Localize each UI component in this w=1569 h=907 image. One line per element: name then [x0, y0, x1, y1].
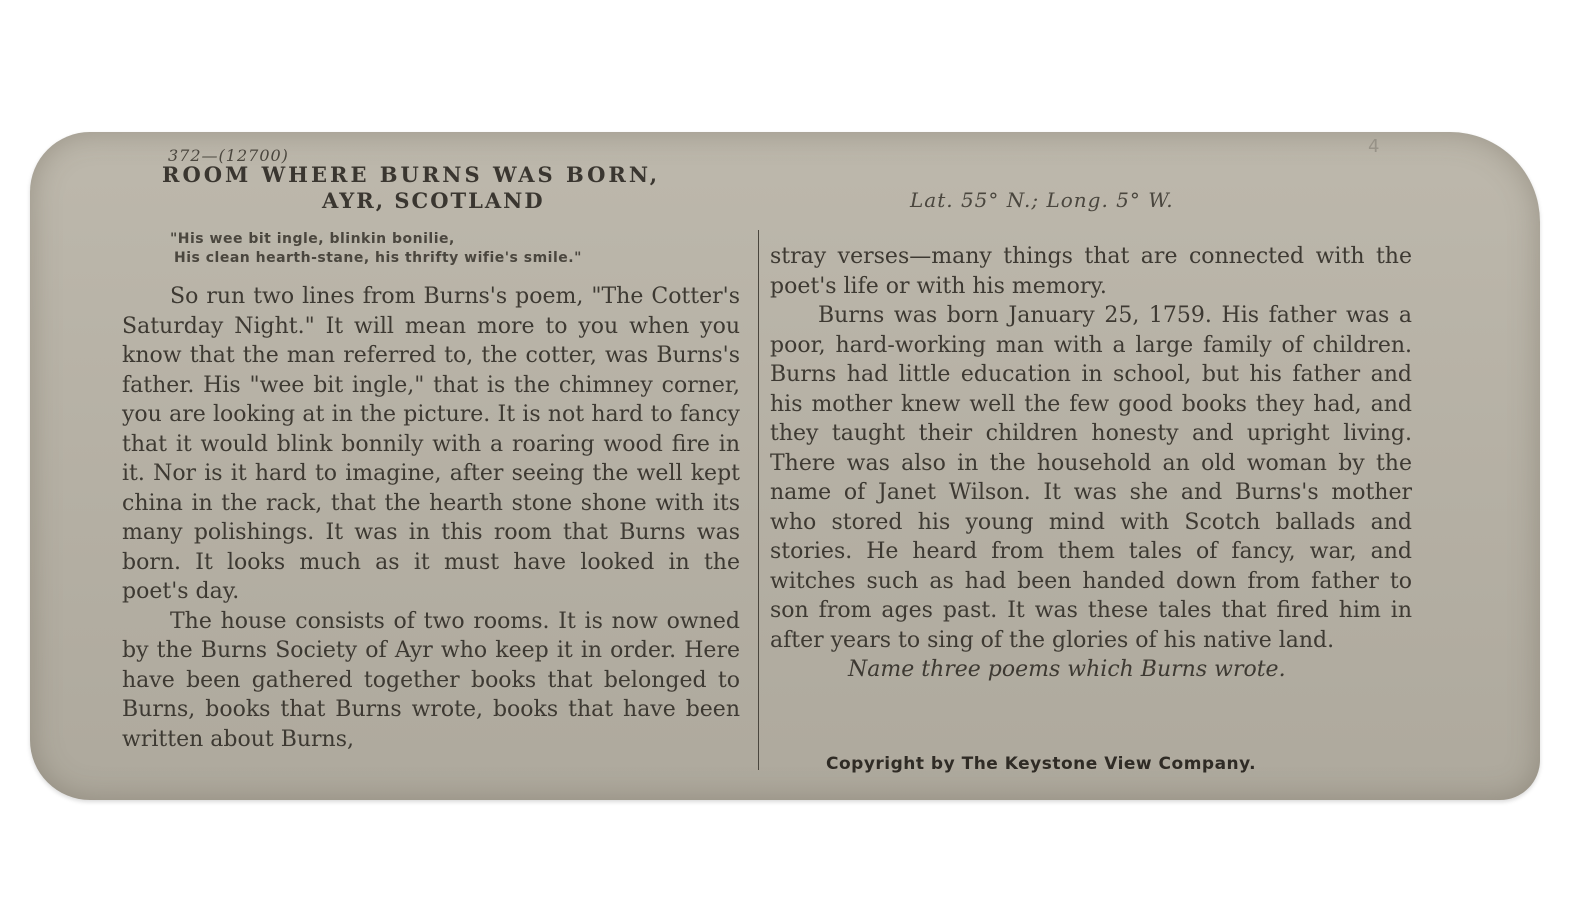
quote-line-1: "His wee bit ingle, blinkin bonilie, [170, 231, 455, 247]
left-column [122, 282, 740, 754]
right-paragraph-1: stray verses—many things that are connected with the poet's life or with his memory. [770, 244, 1412, 299]
pencil-mark: 4 [1368, 136, 1380, 157]
title-line-2: AYR, SCOTLAND [322, 188, 545, 213]
right-paragraph-2: Burns was born January 25, 1759. His father was a poor, hard-working man with a large family of children. Burns had little education in school, but his father and his mother knew well the few good books they had, and they taught their children honesty and upright living. There was also in the household an old woman by the name of Janet Wilson. It was she and Burns's mother who stored his young mind with Scotch ballads and stories. He heard from them tales of fancy, war, and witches such as had been handed down from father to son from ages past. It was these tales that fired him in after years to sing of the glories of his native land. [770, 303, 1412, 653]
right-column [770, 242, 1412, 685]
left-paragraph-2: The house consists of two rooms. It is now owned by the Burns Society of Ayr who keep it in order. Here have been gathered together books that belonged to Burns, books that Burns wrote, books that have been written about Burns, [122, 608, 740, 752]
column-divider [758, 230, 759, 770]
poem-quote [170, 230, 750, 268]
stereoview-card-back [30, 132, 1540, 800]
lat-long: Lat. 55° N.; Long. 5° W. [910, 188, 1174, 212]
catalog-number: 372—(12700) [168, 146, 289, 165]
left-paragraph-1: So run two lines from Burns's poem, "The Cotter's Saturday Night." It will mean more to you when you know that the man referred to, the cotter, was Burns's father. His "wee bit ingle," that is the chimney corner, you are looking at in the picture. It is not hard to fancy that it would blink bonnily with a roaring wood fire in it. Nor is it hard to imagine, after seeing the well kept china in the rack, that the hearth stone shone with its many polishings. It was in this room that Burns was born. It looks much as it must have looked in the poet's day. [122, 284, 740, 604]
copyright-line: Copyright by The Keystone View Company. [826, 754, 1257, 774]
quote-line-2: His clean hearth-stane, his thrifty wifie's smile." [174, 250, 582, 266]
title-line-1: ROOM WHERE BURNS WAS BORN, [162, 162, 661, 187]
study-question: Name three poems which Burns wrote. [848, 657, 1286, 682]
